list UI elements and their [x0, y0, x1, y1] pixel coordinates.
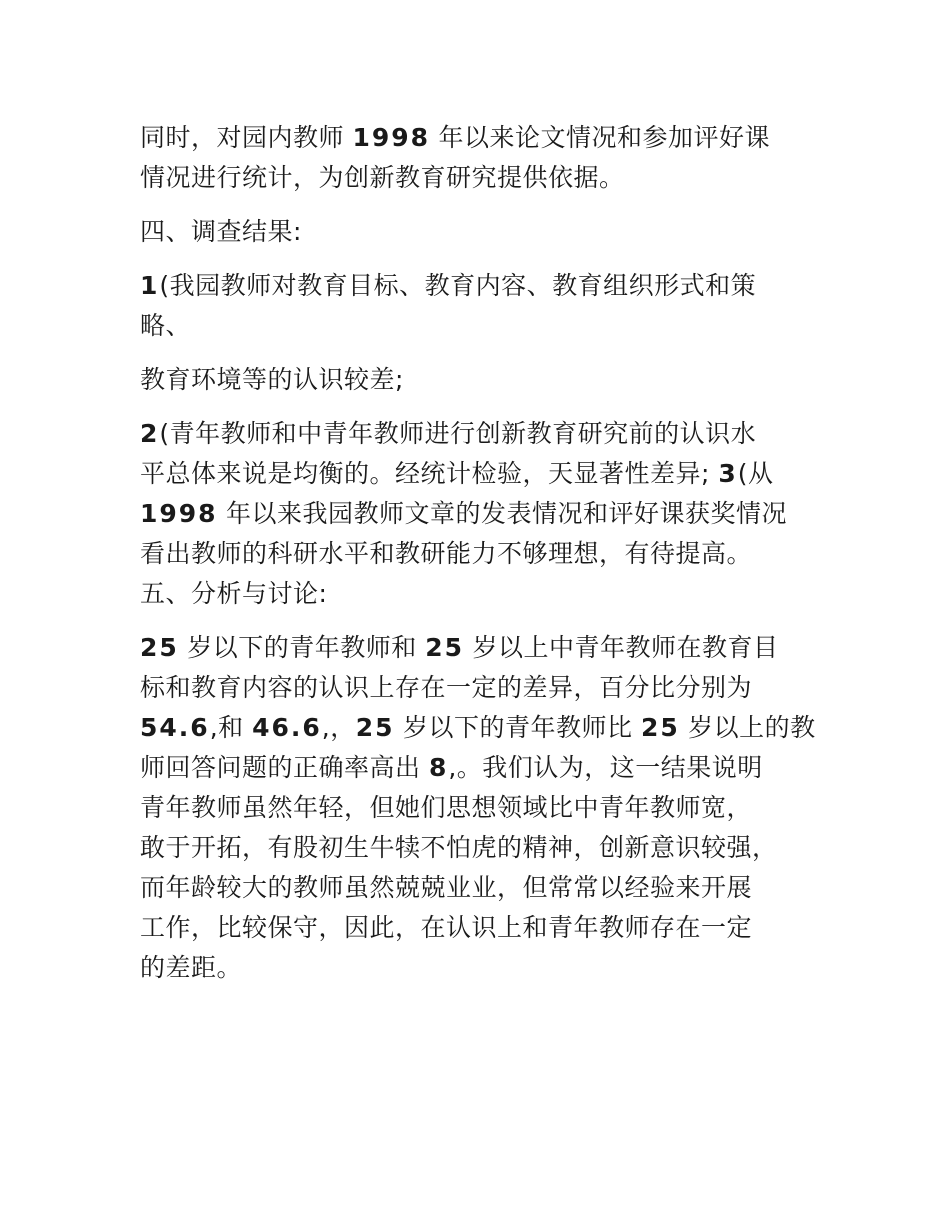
text-line: 师回答问题的正确率高出 8,。我们认为，这一结果说明	[140, 753, 763, 782]
text-line: 青年教师虽然年轻，但她们思想领域比中青年教师宽，	[140, 793, 753, 822]
result-item-2-3	[140, 414, 820, 574]
year-number: 1998	[352, 123, 431, 152]
text-line: 略、	[140, 311, 192, 340]
text-line: 标和教育内容的认识上存在一定的差异，百分比分别为	[140, 673, 753, 702]
text-line: 平总体来说是均衡的。经统计检验，天显著性差异; 3(从	[140, 459, 774, 488]
text-line: 54.6,和 46.6,，25 岁以下的青年教师比 25 岁以上的教	[140, 713, 816, 742]
text-line: 同时，对园内教师 1998 年以来论文情况和参加评好课	[140, 123, 770, 152]
result-item-1	[140, 266, 820, 346]
text-line: 看出教师的科研水平和教研能力不够理想，有待提高。	[140, 539, 753, 568]
text-line: 情况进行统计，为创新教育研究提供依据。	[140, 163, 625, 192]
year-number: 1998	[140, 499, 218, 528]
paragraph-discussion	[140, 628, 820, 988]
text-line: 的差距。	[140, 953, 243, 982]
document-body	[140, 118, 820, 988]
item-number: 1	[140, 271, 160, 300]
item-number: 2	[140, 419, 160, 448]
text-line: 2(青年教师和中青年教师进行创新教育研究前的认识水	[140, 419, 757, 448]
result-item-1-continued: 教育环境等的认识较差;	[140, 365, 404, 394]
text-line: 25 岁以下的青年教师和 25 岁以上中青年教师在教育目	[140, 633, 779, 662]
text-line: 1998 年以来我园教师文章的发表情况和评好课获奖情况	[140, 499, 788, 528]
section-heading-discussion: 五、分析与讨论:	[140, 579, 328, 608]
text-line: 敢于开拓，有股初生牛犊不怕虎的精神，创新意识较强，	[140, 833, 778, 862]
text-line: 工作，比较保守，因此，在认识上和青年教师存在一定	[140, 913, 753, 942]
paragraph-statistics	[140, 118, 820, 198]
section-heading-results: 四、调查结果:	[140, 217, 302, 246]
item-number: 3	[718, 459, 738, 488]
text-line: 1(我园教师对教育目标、教育内容、教育组织形式和策	[140, 271, 757, 300]
text-line: 而年龄较大的教师虽然兢兢业业，但常常以经验来开展	[140, 873, 753, 902]
